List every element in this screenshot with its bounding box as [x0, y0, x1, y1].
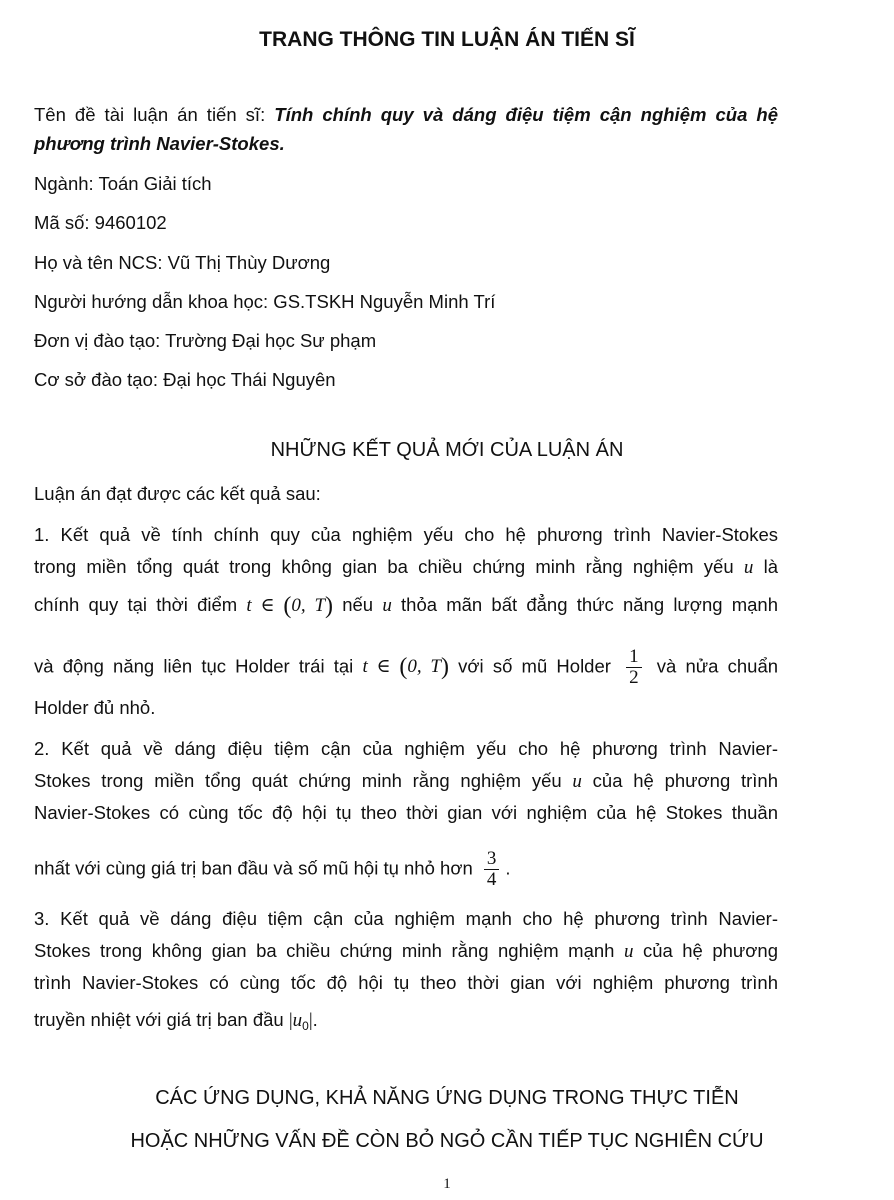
result-1-line-3-text-a: chính quy tại thời điểm: [34, 594, 238, 615]
math-abs-u0: [288, 1009, 313, 1033]
result-1-line-2-text-b: là: [763, 556, 779, 577]
math-lparen: (: [399, 654, 408, 681]
fraction-three-quarters: [484, 849, 500, 890]
result-2-line-1: 2. Kết quả về dáng điệu tiệm cận của nghiệm yếu cho hệ phương trình Navier-: [34, 738, 778, 759]
result-3-line-2-text-a: Stokes trong không gian ba chiều chứng minh rằng nghiệm mạnh: [34, 940, 615, 961]
results-heading: NHỮNG KẾT QUẢ MỚI CỦA LUẬN ÁN: [270, 439, 624, 461]
math-u: u: [623, 941, 634, 962]
institution-info: Cơ sở đào tạo: Đại học Thái Nguyên: [34, 369, 336, 390]
math-t: t: [362, 656, 368, 678]
fraction-denominator: 4: [486, 869, 497, 890]
math-t-interval: [362, 654, 449, 681]
topic-title-part2: phương trình Navier-Stokes.: [34, 133, 285, 154]
result-1-line-4-text-a: và động năng liên tục Holder trái tại: [34, 655, 354, 677]
result-1-line-3-text-b: nếu: [342, 594, 374, 615]
math-lparen: (: [283, 593, 292, 619]
code-info: Mã số: 9460102: [34, 212, 167, 233]
page-number: 1: [443, 1176, 451, 1192]
result-3-line-4-text-a: truyền nhiệt với giá trị ban đầu: [34, 1009, 284, 1030]
result-3-line-4-text-b: .: [312, 1009, 318, 1030]
math-u: u: [572, 771, 582, 792]
math-rparen: ): [440, 654, 449, 681]
advisor-info: Người hướng dẫn khoa học: GS.TSKH Nguyễn Minh Trí: [34, 291, 496, 312]
candidate-info: Họ và tên NCS: Vũ Thị Thùy Dương: [34, 252, 331, 273]
result-2-line-2-text-a: Stokes trong miền tổng quát chứng minh rằng nghiệm yếu: [34, 770, 562, 791]
result-3-line-4: [34, 1008, 778, 1038]
topic-title-part1: Tính chính quy và dáng điệu tiệm cận nghiệm của hệ: [274, 104, 778, 125]
result-2-line-2-text-b: của hệ phương trình: [592, 770, 779, 791]
math-t: t: [246, 595, 252, 616]
result-1-line-2: [34, 555, 778, 580]
result-1-line-4: [34, 647, 778, 688]
result-3-line-2: [34, 939, 778, 964]
topic-line-1: [34, 103, 778, 127]
page-title: TRANG THÔNG TIN LUẬN ÁN TIẾN SĨ: [259, 28, 635, 51]
math-t-interval: [246, 593, 334, 619]
result-1-line-4-text-b: với số mũ Holder: [458, 655, 611, 677]
fraction-one-half: [626, 647, 642, 688]
result-1-line-1: 1. Kết quả về tính chính quy của nghiệm yếu cho hệ phương trình Navier-Stokes: [34, 524, 778, 545]
applications-heading-line-1: CÁC ỨNG DỤNG, KHẢ NĂNG ỨNG DỤNG TRONG THỰC TIỄN: [155, 1087, 739, 1109]
results-intro: Luận án đạt được các kết quả sau:: [34, 483, 321, 504]
result-1-line-3-text-c: thỏa mãn bất đẳng thức năng lượng mạnh: [401, 594, 778, 615]
fraction-numerator: 1: [626, 647, 642, 668]
math-in: ∈: [251, 595, 284, 616]
fraction-denominator: 2: [629, 667, 639, 688]
result-2-line-3: Navier-Stokes có cùng tốc độ hội tụ theo thời gian với nghiệm của hệ Stokes thuần: [34, 802, 778, 823]
result-1-line-2-text-a: trong miền tổng quát trong không gian ba chiều chứng minh rằng nghiệm yếu: [34, 556, 734, 577]
fraction-numerator: 3: [484, 849, 500, 870]
result-1-line-4-text-c: và nửa chuẩn: [656, 655, 779, 677]
math-u0-subscript: 0: [302, 1019, 309, 1033]
applications-heading-line-2: HOẶC NHỮNG VẤN ĐỀ CÒN BỎ NGỎ CẦN TIẾP TỤC NGHIÊN CỨU: [130, 1130, 764, 1152]
result-3-line-3: trình Navier-Stokes có cùng tốc độ hội tụ theo thời gian với nghiệm phương trình: [34, 972, 778, 993]
math-abs-bar: |: [308, 1010, 313, 1031]
topic-label: Tên đề tài luận án tiến sĩ:: [34, 104, 275, 125]
math-u: u: [743, 557, 754, 578]
math-in: ∈: [367, 656, 400, 678]
result-1-line-5: Holder đủ nhỏ.: [34, 697, 156, 718]
math-interval: 0, T: [407, 656, 441, 678]
unit-info: Đơn vị đào tạo: Trường Đại học Sư phạm: [34, 330, 377, 351]
math-rparen: ): [325, 593, 334, 619]
math-interval: 0, T: [291, 595, 326, 616]
result-1-line-3: [34, 593, 778, 618]
math-abs-bar: |: [288, 1010, 293, 1031]
field-info: Ngành: Toán Giải tích: [34, 173, 212, 194]
result-2-line-4-text-b: .: [505, 857, 511, 879]
result-2-line-2: [34, 769, 778, 794]
result-3-line-1: 3. Kết quả về dáng điệu tiệm cận của nghiệm mạnh cho hệ phương trình Navier-: [34, 908, 778, 929]
result-3-line-2-text-b: của hệ phương: [642, 940, 779, 961]
math-u0-base: u: [292, 1010, 303, 1031]
result-2-line-4-text-a: nhất với cùng giá trị ban đầu và số mũ hội tụ nhỏ hơn: [34, 857, 473, 879]
math-u: u: [382, 595, 392, 616]
result-2-line-4: [34, 849, 778, 890]
